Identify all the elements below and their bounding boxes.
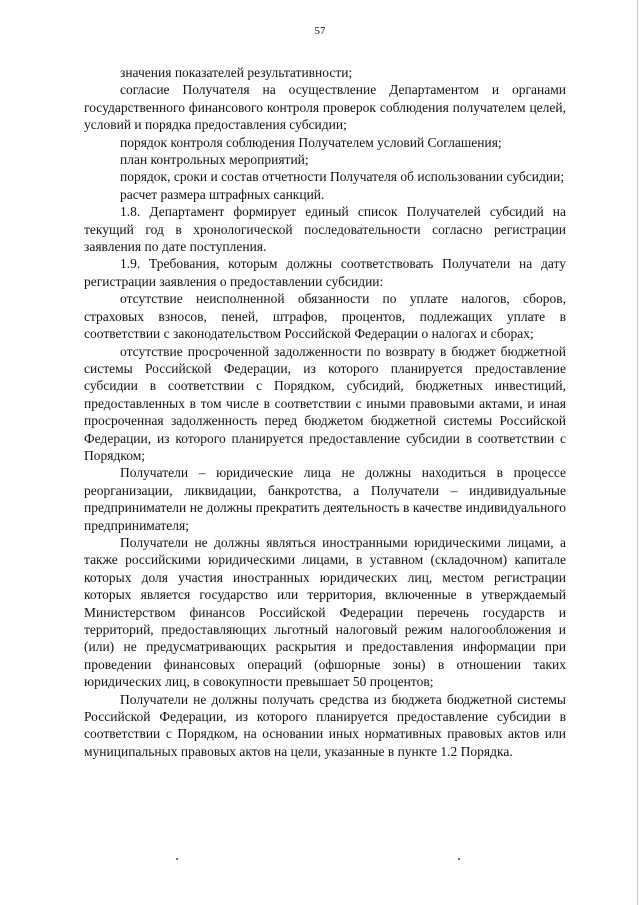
paragraph-6: расчет размера штрафных санкций. — [120, 186, 325, 202]
paragraph-9: отсутствие неисполненной обязанности по уплате налогов, сборов, страховых взносов, пеней, штрафов, процентов, подлежащих уплате в соответствии с законодательством Российской Федерации о налогах и сборах; — [84, 291, 566, 342]
page-edge — [637, 0, 638, 905]
paragraph-10: отсутствие просроченной задолженности по возврату в бюджет бюджетной системы Российской Федерации, из которого планируется предоставление субсидии в соответствии с Порядком, субсидий, бюджетных инвестиций, предоставленных в том числе в соответствии с иными правовыми актами, и иная просроченная задолженность перед бюджетом бюджетной системы Российской Федерации, из которого планируется предоставление субсидии в соответствии с Порядком; — [84, 343, 566, 463]
paragraph-7: 1.8. Департамент формирует единый список Получателей субсидий на текущий год в хронологической последовательности согласно регистрации заявления по дате поступления. — [84, 204, 566, 255]
paragraph-2: согласие Получателя на осуществление Департаментом и органами государственного финансового контроля проверок соблюдения получателем целей, условий и порядка предоставления субсидии; — [84, 82, 566, 133]
scan-speck — [458, 858, 460, 860]
paragraph-5: порядок, сроки и состав отчетности Получателя об использовании субсидии; — [120, 169, 565, 185]
paragraph-12: Получатели не должны являться иностранными юридическими лицами, а также российскими юридическими лицами, в уставном (складочном) капитале которых доля участия иностранных юридических лиц, местом регистрации которых является государство или территория, включенные в утверждаемый Министерством финансов Российской Федерации перечень государств и территорий, предоставляющих льготный налоговый режим налогообложения и (или) не предусматривающих раскрытия и предоставления информации при проведении финансовых операций (офшорные зоны) в отношении таких юридических лиц, в совокупности превышает 50 процентов; — [84, 534, 566, 690]
paragraph-4: план контрольных мероприятий; — [120, 152, 309, 168]
page-body — [84, 64, 566, 760]
paragraph-1: значения показателей результативности; — [120, 65, 353, 80]
scan-speck — [176, 858, 178, 860]
paragraph-11: Получатели – юридические лица не должны находиться в процессе реорганизации, ликвидации, банкротства, а Получатели – индивидуальные предприниматели не должны прекратить деятельность в качестве индивидуального предпринимателя; — [84, 465, 566, 533]
paragraph-13: Получатели не должны получать средства из бюджета бюджетной системы Российской Федерации, из которого планируется предоставление субсидии в соответствии с Порядком, на основании иных нормативных правовых актов или муниципальных правовых актов на цели, указанные в пункте 1.2 Порядка. — [84, 691, 566, 759]
paragraph-3: порядок контроля соблюдения Получателем условий Соглашения; — [120, 134, 502, 150]
page-number: 57 — [314, 25, 326, 37]
paragraph-8: 1.9. Требования, которым должны соответствовать Получатели на дату регистрации заявления о предоставлении субсидии: — [84, 256, 566, 289]
